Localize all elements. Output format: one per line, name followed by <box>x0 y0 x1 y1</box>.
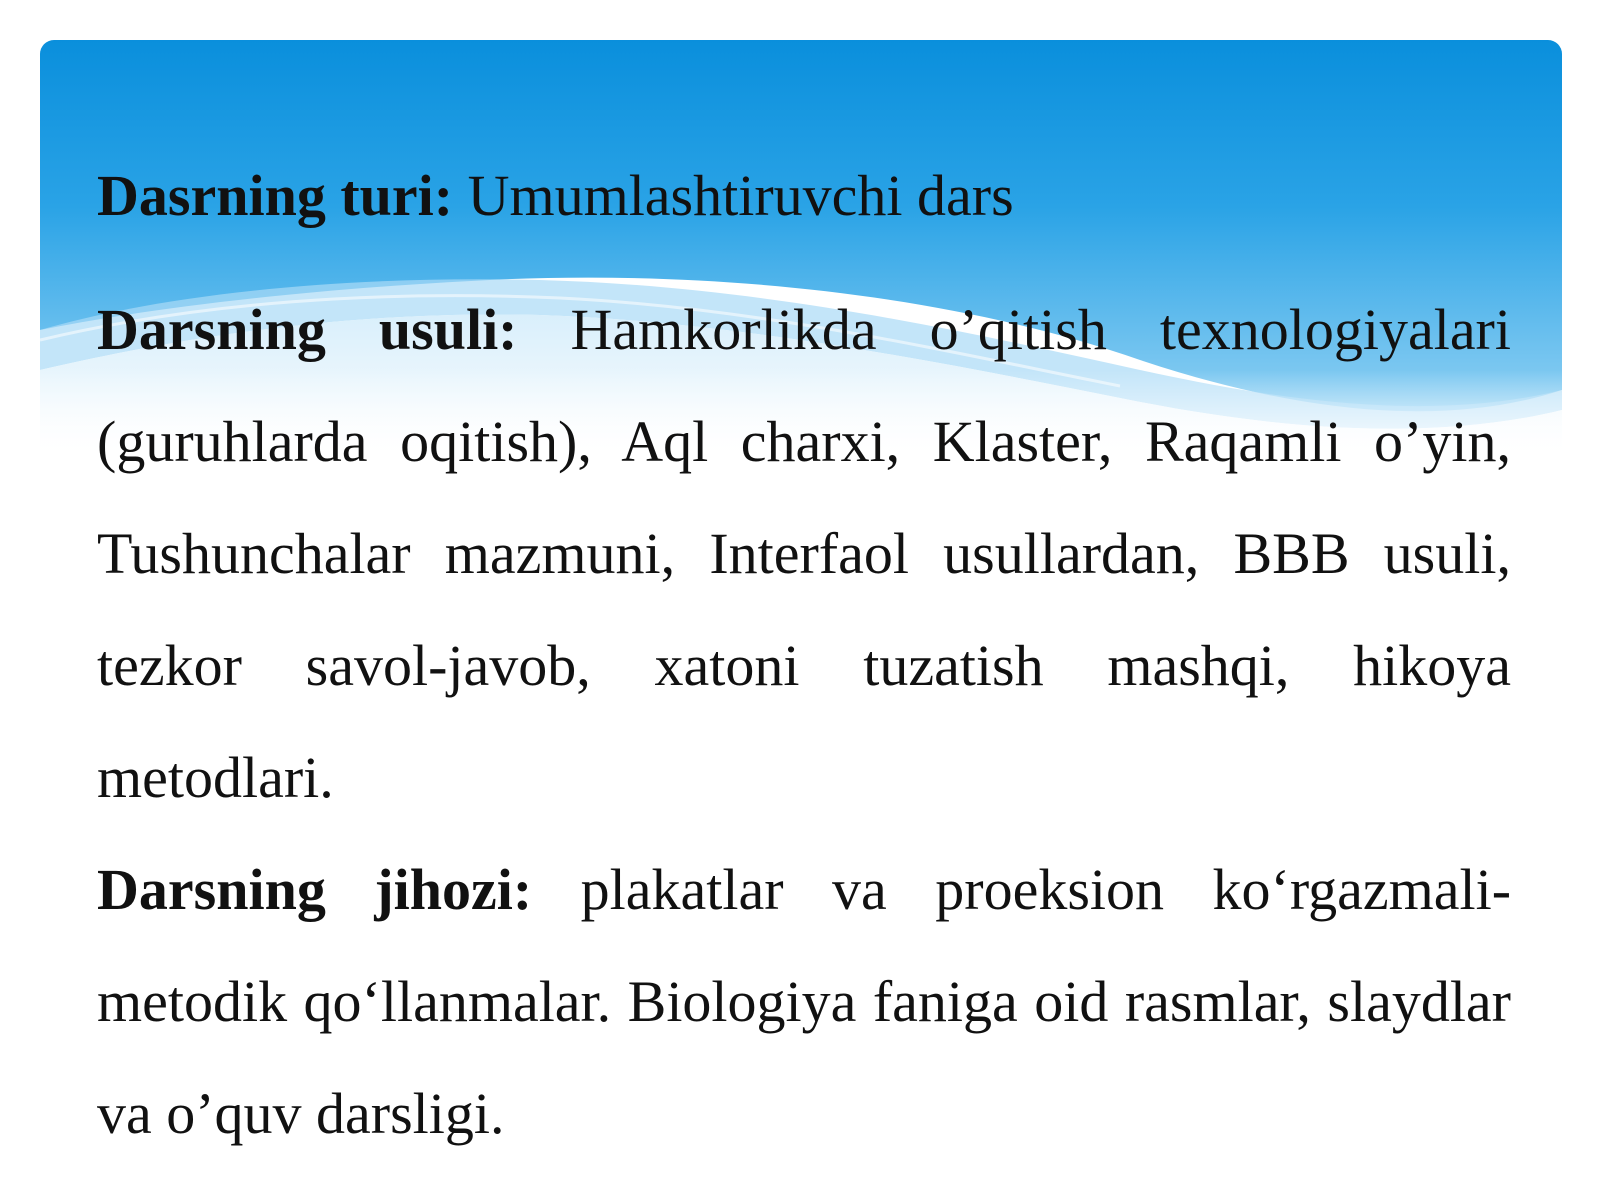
lesson-info <box>97 140 1511 1170</box>
lesson-type-label: Dasrning turi: <box>97 163 454 228</box>
lesson-equipment-text: plakatlar va proeksion ko‘rgazmali-metodik qo‘llanmalar. Biologiya faniga oid rasmlar, slaydlar va o’quv darsligi. <box>97 857 1512 1146</box>
lesson-method-label: Darsning usuli: <box>97 297 518 362</box>
lesson-method-text: Hamkorlikda o’qitish texnologiyalari (guruhlarda oqitish), Aql charxi, Klaster, Raqamli o’yin, Tushunchalar mazmuni, Interfaol usullardan, BBB usuli, tezkor savol-javob, xatoni tuzatish mashqi, hikoya metodlari. <box>97 297 1511 810</box>
lesson-type-text: Umumlashtiruvchi dars <box>453 163 1014 228</box>
lesson-equipment-paragraph <box>97 834 1511 1170</box>
lesson-method-paragraph <box>97 274 1511 834</box>
lesson-equipment-label: Darsning jihozi: <box>97 857 533 922</box>
lesson-type-paragraph <box>97 140 1511 252</box>
